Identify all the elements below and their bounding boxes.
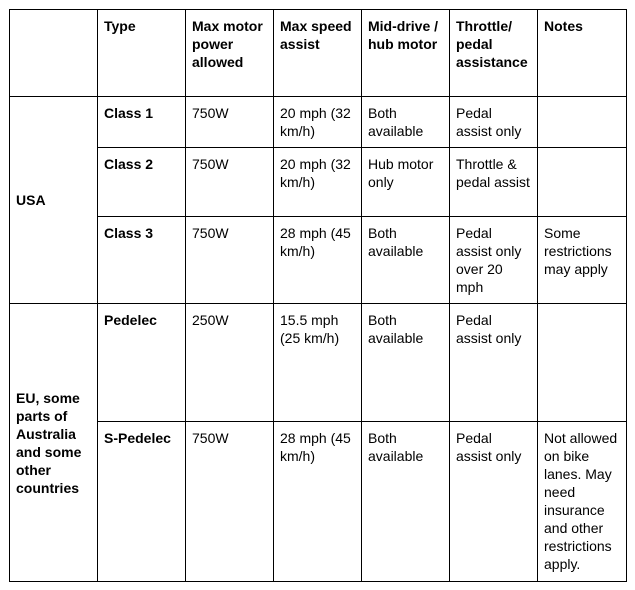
cell-type: Class 2 xyxy=(98,148,186,217)
cell-speed: 20 mph (32 km/h) xyxy=(274,148,362,217)
table-row xyxy=(10,217,627,304)
ebike-classification-table xyxy=(9,9,627,582)
table-row xyxy=(10,304,627,422)
cell-motor: Hub motor only xyxy=(362,148,450,217)
cell-power: 750W xyxy=(186,217,274,304)
table-row xyxy=(10,148,627,217)
header-row xyxy=(10,10,627,97)
header-max-motor-power: Max motor power allowed xyxy=(186,10,274,97)
cell-speed: 15.5 mph (25 km/h) xyxy=(274,304,362,422)
header-throttle-pedal: Throttle/ pedal assistance xyxy=(450,10,538,97)
header-notes: Notes xyxy=(538,10,627,97)
cell-power: 750W xyxy=(186,97,274,148)
header-region xyxy=(10,10,98,97)
cell-throttle: Throttle & pedal assist xyxy=(450,148,538,217)
cell-speed: 20 mph (32 km/h) xyxy=(274,97,362,148)
region-eu: EU, some parts of Australia and some other countries xyxy=(10,304,98,582)
cell-throttle: Pedal assist only xyxy=(450,97,538,148)
table-row xyxy=(10,422,627,582)
cell-type: S-Pedelec xyxy=(98,422,186,582)
cell-power: 250W xyxy=(186,304,274,422)
cell-throttle: Pedal assist only xyxy=(450,422,538,582)
cell-motor: Both available xyxy=(362,97,450,148)
cell-speed: 28 mph (45 km/h) xyxy=(274,422,362,582)
cell-throttle: Pedal assist only xyxy=(450,304,538,422)
header-type: Type xyxy=(98,10,186,97)
cell-power: 750W xyxy=(186,422,274,582)
cell-type: Pedelec xyxy=(98,304,186,422)
cell-notes xyxy=(538,97,627,148)
cell-motor: Both available xyxy=(362,304,450,422)
cell-speed: 28 mph (45 km/h) xyxy=(274,217,362,304)
header-motor-type: Mid-drive / hub motor xyxy=(362,10,450,97)
header-max-speed-assist: Max speed assist xyxy=(274,10,362,97)
cell-type: Class 1 xyxy=(98,97,186,148)
table-row xyxy=(10,97,627,148)
cell-notes xyxy=(538,148,627,217)
cell-type: Class 3 xyxy=(98,217,186,304)
region-usa: USA xyxy=(10,97,98,304)
cell-notes xyxy=(538,304,627,422)
cell-power: 750W xyxy=(186,148,274,217)
cell-notes: Some restrictions may apply xyxy=(538,217,627,304)
cell-notes: Not allowed on bike lanes. May need insurance and other restrictions apply. xyxy=(538,422,627,582)
cell-motor: Both available xyxy=(362,422,450,582)
cell-throttle: Pedal assist only over 20 mph xyxy=(450,217,538,304)
cell-motor: Both available xyxy=(362,217,450,304)
